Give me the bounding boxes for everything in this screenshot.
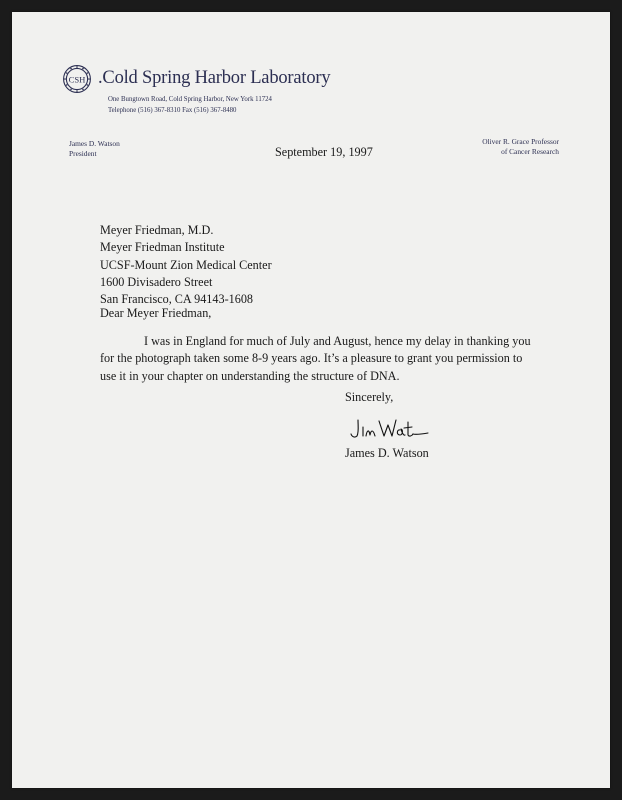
recipient-address [100,222,272,308]
handwritten-signature [348,416,430,440]
body-paragraph [100,333,530,385]
body-line: use it in your chapter on understanding the structure of DNA. [100,368,400,383]
signer-name: James D. Watson [345,446,429,460]
recipient-line: UCSF-Mount Zion Medical Center [100,257,272,272]
recipient-line: 1600 Divisadero Street [100,274,213,289]
professorship-line-2: of Cancer Research [501,147,559,156]
sender-right [482,137,559,157]
salutation: Dear Meyer Friedman, [100,306,212,320]
recipient-line: Meyer Friedman Institute [100,240,225,255]
recipient-line: Meyer Friedman, M.D. [100,223,214,237]
csh-logo-icon [62,64,92,94]
address-line: One Bungtown Road, Cold Spring Harbor, New York 11724 [108,96,272,103]
sender-left [69,139,120,159]
closing: Sincerely, [345,390,394,404]
letter-date: September 19, 1997 [275,145,373,159]
recipient-line: San Francisco, CA 94143-1608 [100,292,254,307]
letterhead-address [108,94,272,116]
sender-title: President [69,149,97,158]
sender-name: James D. Watson [69,139,120,148]
professorship-line-1: Oliver R. Grace Professor [482,137,559,146]
letter-page [12,12,610,788]
body-line: I was in England for much of July and August, hence my delay in thanking you [144,334,531,348]
logo-text: CSH [68,74,86,85]
body-line: for the photograph taken some 8-9 years ago. It’s a pleasure to grant you permission to [100,351,523,366]
organization-name: .Cold Spring Harbor Laboratory [98,68,331,88]
phone-line: Telephone (516) 367-8310 Fax (516) 367-8480 [108,107,237,114]
